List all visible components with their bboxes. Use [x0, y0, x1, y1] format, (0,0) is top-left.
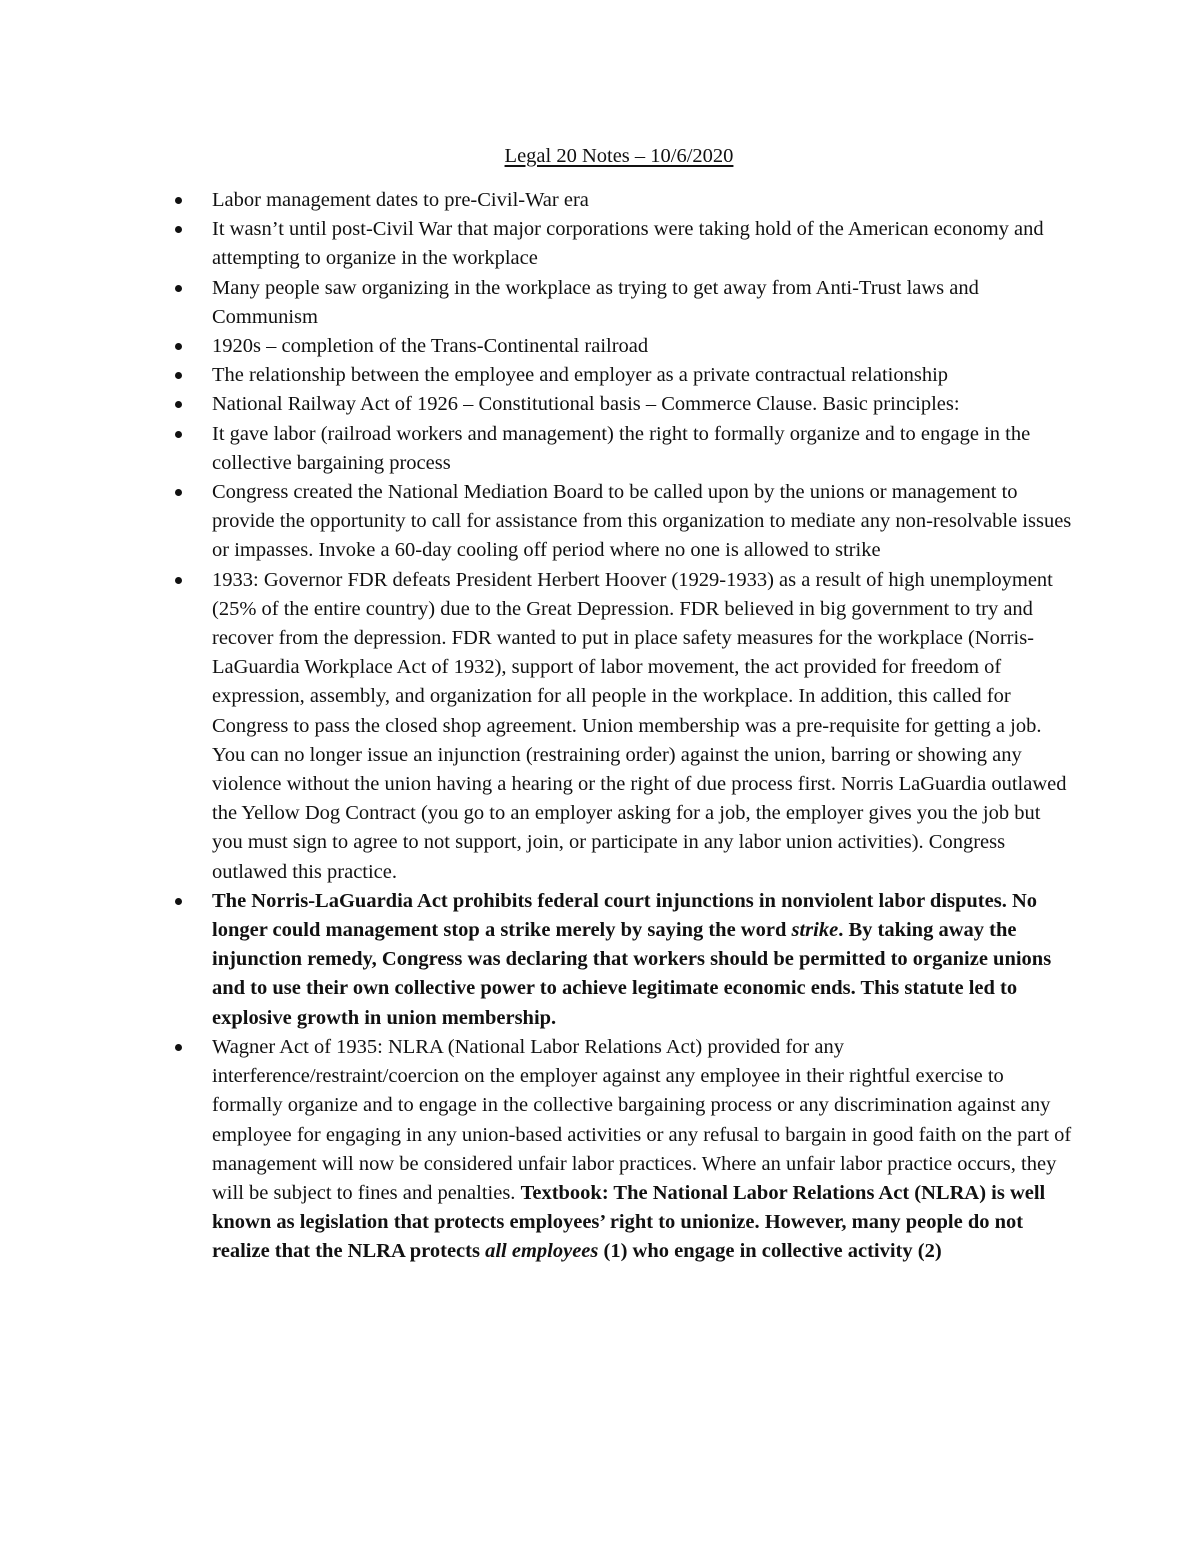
notes-list	[212, 186, 1072, 1267]
document-title: Legal 20 Notes – 10/6/2020	[504, 145, 734, 167]
list-item	[212, 566, 1072, 887]
list-item	[212, 390, 1072, 419]
note-text: Labor management dates to pre-Civil-War era	[212, 189, 589, 211]
note-text: Congress created the National Mediation Board to be called upon by the unions or management to provide the opportunity to call for assistance from this organization to mediate any non-resolvable issues or impasses. Invoke a 60-day cooling off period where no one is allowed to strike	[212, 481, 1072, 562]
note-bold-italic-text: all employees	[485, 1240, 599, 1263]
list-item	[212, 1033, 1072, 1267]
list-item	[212, 420, 1072, 478]
note-bold-text: . By taking away the injunction remedy, Congress was declaring that workers should be permitted to organize unions and to use their own collective power to achieve legitimate economic ends. This statute led to explosive growth in union membership.	[212, 919, 1052, 1029]
note-bold-text: (1) who engage in collective activity (2)	[598, 1240, 942, 1263]
list-item	[212, 332, 1072, 361]
note-text: It wasn’t until post-Civil War that major corporations were taking hold of the American economy and attempting to organize in the workplace	[212, 218, 1044, 270]
note-text: 1920s – completion of the Trans-Continental railroad	[212, 335, 649, 358]
note-bold-italic-text: strike	[791, 919, 839, 942]
list-item	[212, 274, 1072, 332]
note-bold-text: The Norris-LaGuardia Act prohibits federal court injunctions in nonviolent labor disputes. No longer could management stop a strike merely by saying the word	[212, 889, 1038, 942]
note-text: The relationship between the employee and employer as a private contractual relationship	[212, 364, 949, 387]
list-item	[212, 478, 1072, 566]
note-text: National Railway Act of 1926 – Constitutional basis – Commerce Clause. Basic principles:	[212, 393, 960, 416]
list-item	[212, 186, 1072, 215]
note-text: Many people saw organizing in the workplace as trying to get away from Anti-Trust laws and Communism	[212, 276, 979, 328]
list-item	[212, 215, 1072, 273]
note-text: Wagner Act of 1935: NLRA (National Labor Relations Act) provided for any interference/restraint/coercion on the employer against any employee in their rightful exercise to formally organize and to engage in the collective bargaining process or any discrimination against any employee for engaging in any union-based activities or any refusal to bargain in good faith on the part of management will now be considered unfair labor practices. Where an unfair labor practice occurs, they will be subject to fines and penalties.	[212, 1035, 1072, 1204]
note-text: 1933: Governor FDR defeats President Herbert Hoover (1929-1933) as a result of high unemployment (25% of the entire country) due to the Great Depression. FDR believed in big government to try and recover from the depression. FDR wanted to put in place safety measures for the workplace (Norris-LaGuardia Workplace Act of 1932), support of labor movement, the act provided for freedom of expression, assembly, and organization for all people in the workplace. In addition, this called for Congress to pass the closed shop agreement. Union membership was a pre-requisite for getting a job. You can no longer issue an injunction (restraining order) against the union, barring or showing any violence without the union having a hearing or the right of due process first. Norris LaGuardia outlawed the Yellow Dog Contract (you go to an employer asking for a job, the employer gives you the job but you must sign to agree to not support, join, or participate in any labor union activities). Congress outlawed this practice.	[212, 568, 1067, 883]
list-item	[212, 887, 1072, 1033]
note-bold-text: Textbook: The National Labor Relations Act (NLRA) is well known as legislation that protects employees’ right to unionize. However, many people do not realize that the NLRA protects	[212, 1181, 1046, 1263]
list-item	[212, 361, 1072, 390]
note-text: It gave labor (railroad workers and management) the right to formally organize and to engage in the collective bargaining process	[212, 422, 1031, 474]
